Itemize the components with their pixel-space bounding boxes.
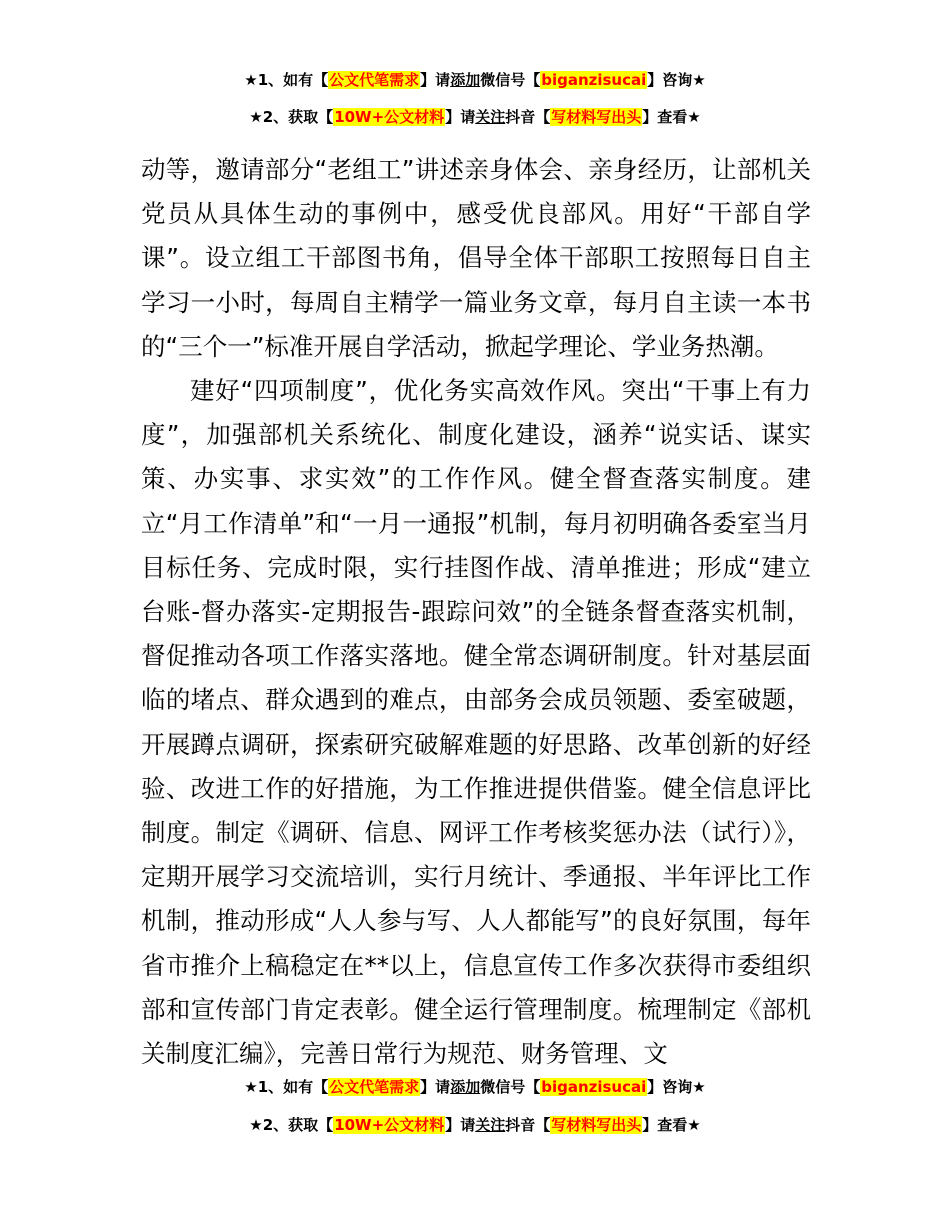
promo-highlight: 10W+公文材料 <box>334 108 445 126</box>
promo-wechat-id: biganzisucai <box>541 1078 647 1096</box>
promo-douyin-name: 写材料写出头 <box>551 108 642 126</box>
promo-emphasis: 添加 <box>450 71 481 89</box>
promo-emphasis: 关注 <box>475 108 506 126</box>
footer-promo-line-1 <box>0 1077 950 1097</box>
promo-text: ★1、如有【 <box>244 71 329 89</box>
promo-highlight: 10W+公文材料 <box>334 1116 445 1134</box>
promo-wechat-id: biganzisucai <box>541 71 647 89</box>
promo-text: ★2、获取【 <box>249 108 334 126</box>
promo-emphasis: 关注 <box>475 1116 506 1134</box>
promo-text: ★2、获取【 <box>249 1116 334 1134</box>
promo-highlight: 公文代笔需求 <box>329 71 420 89</box>
promo-text: 】查看★ <box>642 1116 701 1134</box>
promo-text: 微信号【 <box>480 1078 541 1096</box>
promo-text: 抖音【 <box>505 108 551 126</box>
footer-promo-line-2 <box>0 1115 950 1135</box>
header-promo-line-2 <box>0 107 950 127</box>
body-paragraph: 建好“四项制度”，优化务实高效作风。突出“干事上有力度”，加强部机关系统化、制度化建设，涵养“说实话、谋实策、办实事、求实效”的工作作风。健全督查落实制度。建立“月工作清单”和“一月一通报”机制，每月初明确各委室当月目标任务、完成时限，实行挂图作战、清单推进；形成“建立台账-督办落实-定期报告-跟踪问效”的全链条督查落实机制，督促推动各项工作落实落地。健全常态调研制度。针对基层面临的堵点、群众遇到的难点，由部务会成员领题、委室破题，开展蹲点调研，探索研究破解难题的好思路、改革创新的好经验、改进工作的好措施，为工作推进提供借鉴。健全信息评比制度。制定《调研、信息、网评工作考核奖惩办法（试行）》，定期开展学习交流培训，实行月统计、季通报、半年评比工作机制，推动形成“人人参与写、人人都能写”的良好氛围，每年省市推介上稿稳定在**以上，信息宣传工作多次获得市委组织部和宣传部门肯定表彰。健全运行管理制度。梳理制定《部机关制度汇编》，完善日常行为规范、财务管理、文 <box>141 376 811 1069</box>
header-promo-line-1 <box>0 70 950 90</box>
promo-text: 微信号【 <box>480 71 541 89</box>
promo-highlight: 公文代笔需求 <box>329 1078 420 1096</box>
document-body <box>141 148 811 1076</box>
promo-text: 】咨询★ <box>647 1078 706 1096</box>
promo-text: 】请 <box>445 108 476 126</box>
promo-text: 】请 <box>420 71 451 89</box>
promo-text: 】查看★ <box>642 108 701 126</box>
promo-text: 抖音【 <box>505 1116 551 1134</box>
promo-text: ★1、如有【 <box>244 1078 329 1096</box>
promo-emphasis: 添加 <box>450 1078 481 1096</box>
promo-douyin-name: 写材料写出头 <box>551 1116 642 1134</box>
body-paragraph-continuation: 动等，邀请部分“老组工”讲述亲身体会、亲身经历，让部机关党员从具体生动的事例中，感受优良部风。用好“干部自学课”。设立组工干部图书角，倡导全体干部职工按照每日自主学习一小时，每周自主精学一篇业务文章，每月自主读一本书的“三个一”标准开展自学活动，掀起学理论、学业务热潮。 <box>141 155 811 361</box>
promo-text: 】咨询★ <box>647 71 706 89</box>
promo-text: 】请 <box>420 1078 451 1096</box>
promo-text: 】请 <box>445 1116 476 1134</box>
